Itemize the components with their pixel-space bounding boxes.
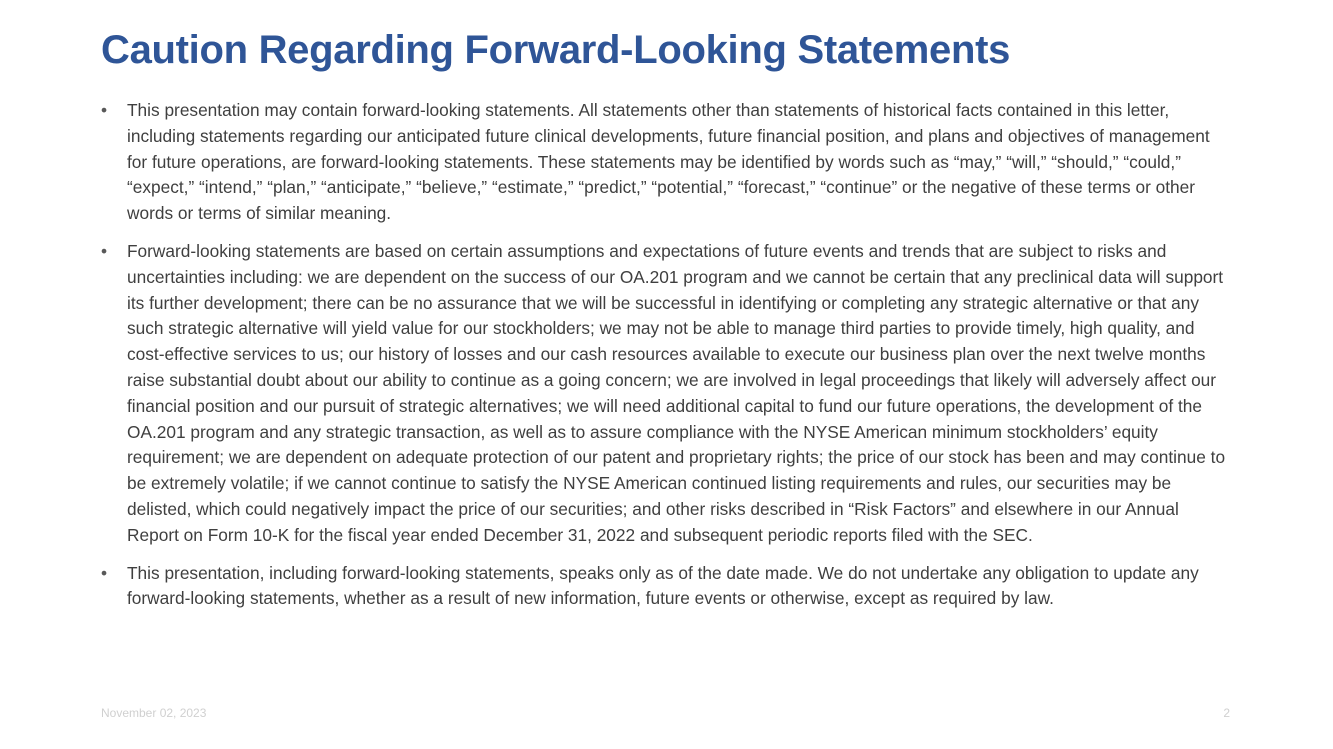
- bullet-text: This presentation may contain forward-looking statements. All statements other than statements of historical facts contained in this letter, including statements regarding our anticipated future clinical developments, future financial position, and plans and objectives of management for future operations, are forward-looking statements. These statements may be identified by words such as “may,” “will,” “should,” “could,” “expect,” “intend,” “plan,” “anticipate,” “believe,” “estimate,” “predict,” “potential,” “forecast,” “continue” or the negative of these terms or other words or terms of similar meaning.: [127, 100, 1210, 224]
- bullet-marker: •: [101, 240, 108, 261]
- bullet-marker: •: [101, 562, 108, 583]
- bullet-item: [101, 98, 1231, 227]
- footer-date: November 02, 2023: [101, 706, 207, 720]
- bullet-text: Forward-looking statements are based on certain assumptions and expectations of future events and trends that are subject to risks and uncertainties including: we are dependent on the success of our OA.201 program and we cannot be certain that any preclinical data will support its further development; there can be no assurance that we will be successful in identifying or completing any strategic alternative or that any such strategic alternative will yield value for our stockholders; we may not be able to manage third parties to provide timely, high quality, and cost-effective services to us; our history of losses and our cash resources available to execute our business plan over the next twelve months raise substantial doubt about our ability to continue as a going concern; we are involved in legal proceedings that likely will adversely affect our financial position and our pursuit of strategic alternatives; we will need additional capital to fund our future operations, the development of the OA.201 program and any strategic transaction, as well as to assure compliance with the NYSE American minimum stockholders’ equity requirement; we are dependent on adequate protection of our patent and proprietary rights; the price of our stock has been and may continue to be extremely volatile; if we cannot continue to satisfy the NYSE American continued listing requirements and rules, our securities may be delisted, which could negatively impact the price of our securities; and other risks described in “Risk Factors” and elsewhere in our Annual Report on Form 10-K for the fiscal year ended December 31, 2022 and subsequent periodic reports filed with the SEC.: [127, 240, 1226, 545]
- slide-title: Caution Regarding Forward-Looking Statements: [101, 28, 1011, 72]
- bullet-item: [101, 239, 1231, 549]
- page-number: 2: [1223, 706, 1230, 720]
- bullet-item: [101, 561, 1231, 613]
- bullet-list: [101, 98, 1231, 624]
- bullet-marker: •: [101, 100, 108, 120]
- bullet-text: This presentation, including forward-looking statements, speaks only as of the date made. We do not undertake any obligation to update any forward-looking statements, whether as a result of new information, future events or otherwise, except as required by law.: [127, 562, 1199, 609]
